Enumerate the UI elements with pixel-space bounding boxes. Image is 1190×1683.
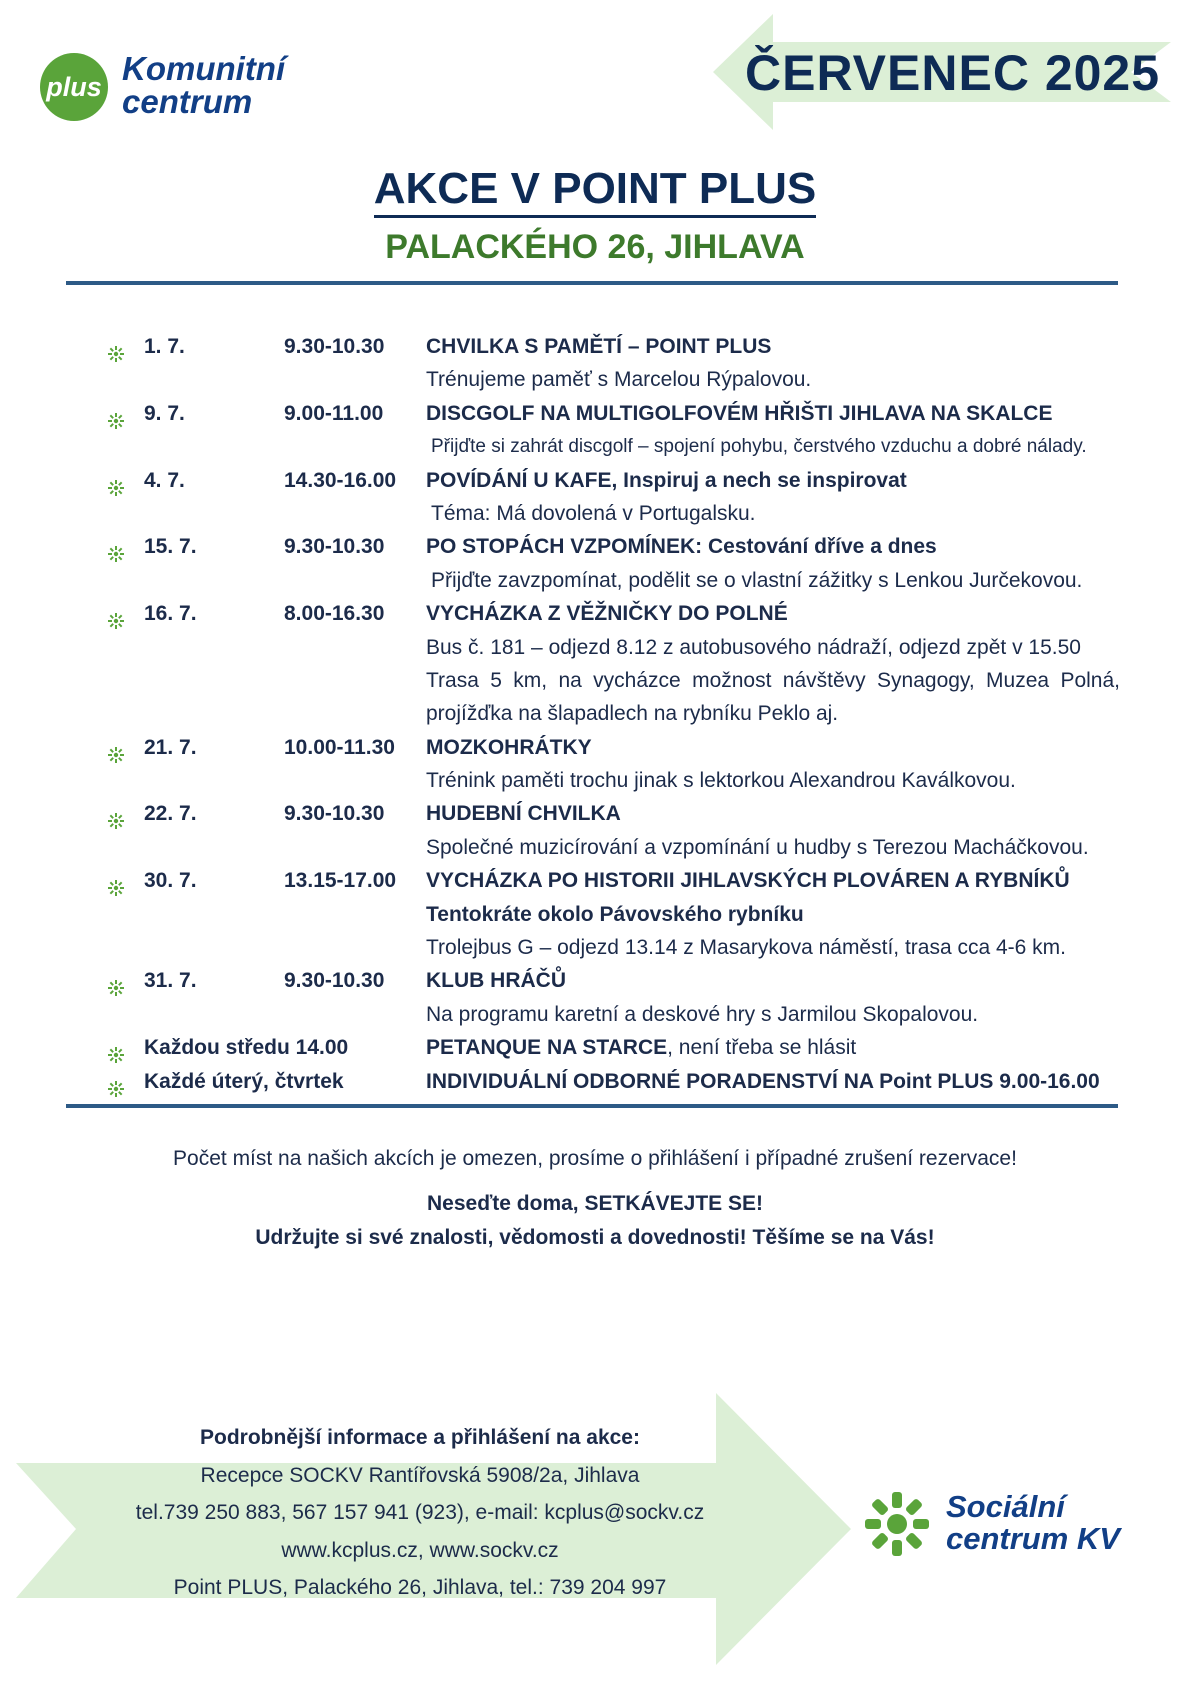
event-row bbox=[0, 597, 1190, 630]
event-date: 30. 7. bbox=[144, 869, 197, 893]
event-title: KLUB HRÁČŮ bbox=[426, 969, 566, 993]
event-description: Přijďte si zahrát discgolf – spojení pohybu, čerstvého vzduchu a dobré nálady. bbox=[431, 436, 1087, 458]
event-title: VYCHÁZKA Z VĚŽNIČKY DO POLNÉ bbox=[426, 602, 788, 626]
event-time: 9.30-10.30 bbox=[284, 335, 385, 358]
logo2-line2: centrum KV bbox=[946, 1521, 1120, 1556]
event-description: Společné muzicírování a vzpomínání u hudby s Terezou Macháčkovou. bbox=[426, 835, 1089, 859]
bullet-icon bbox=[108, 1040, 124, 1056]
event-date: 16. 7. bbox=[144, 602, 197, 626]
logo-line1: Komunitní bbox=[122, 50, 286, 87]
event-desc-row bbox=[0, 430, 1190, 463]
bullet-icon bbox=[108, 806, 124, 822]
event-date: 9. 7. bbox=[144, 401, 185, 425]
event-description: Přijďte zavzpomínat, podělit se o vlastní zážitky s Lenkou Jurčekovou. bbox=[431, 568, 1083, 592]
regular-title-text: PETANQUE NA STARCE bbox=[426, 1036, 668, 1060]
event-time: 8.00-16.30 bbox=[284, 602, 385, 626]
logo2-line1: Sociální bbox=[946, 1489, 1065, 1524]
event-description: Trénink paměti trochu jinak s lektorkou Alexandrou Kaválkovou. bbox=[426, 769, 1016, 793]
month-label: ČERVENEC 2025 bbox=[745, 45, 1161, 101]
bullet-icon bbox=[108, 406, 124, 422]
event-row bbox=[0, 330, 1190, 363]
event-row bbox=[0, 530, 1190, 563]
event-row bbox=[0, 964, 1190, 997]
contact-heading: Podrobnější informace a přihlášení na akce: bbox=[200, 1426, 640, 1449]
bullet-icon bbox=[108, 339, 124, 355]
event-title: HUDEBNÍ CHVILKA bbox=[426, 802, 621, 826]
bullet-icon bbox=[108, 973, 124, 989]
event-time: 9.30-10.30 bbox=[284, 802, 385, 826]
event-description: Na programu karetní a deskové hry s Jarmilou Skopalovou. bbox=[426, 1002, 979, 1026]
capacity-note: Počet míst na našich akcích je omezen, prosíme o přihlášení i případné zrušení rezervace! bbox=[173, 1147, 1017, 1170]
socialni-centrum-logo-text bbox=[946, 1491, 1120, 1555]
bullet-icon bbox=[108, 473, 124, 489]
contact-block bbox=[100, 1419, 740, 1607]
socialni-centrum-logo-icon bbox=[863, 1490, 931, 1558]
event-desc-row bbox=[0, 831, 1190, 864]
event-description: Bus č. 181 – odjezd 8.12 z autobusového nádraží, odjezd zpět v 15.50 bbox=[426, 635, 1081, 659]
event-date: 4. 7. bbox=[144, 468, 185, 492]
event-row bbox=[0, 397, 1190, 430]
event-title: POVÍDÁNÍ U KAFE, Inspiruj a nech se inspirovat bbox=[426, 468, 907, 492]
event-time: 9.00-11.00 bbox=[284, 401, 384, 425]
motto-line1: Neseďte doma, SETKÁVEJTE SE! bbox=[426, 1192, 764, 1215]
top-divider bbox=[66, 281, 1118, 285]
regular-when: Každou středu 14.00 bbox=[144, 1036, 349, 1060]
event-description: projížďka na šlapadlech na rybníku Peklo aj. bbox=[426, 702, 839, 726]
regular-event-row bbox=[0, 1065, 1190, 1098]
event-title: VYCHÁZKA PO HISTORII JIHLAVSKÝCH PLOVÁREN A RYBNÍKŮ bbox=[426, 869, 1070, 893]
event-subtitle: Tentokráte okolo Pávovského rybníku bbox=[426, 902, 804, 926]
logo-line2: centrum bbox=[122, 83, 253, 120]
event-date: 1. 7. bbox=[144, 335, 185, 358]
page-title: AKCE V POINT PLUS bbox=[0, 164, 1190, 214]
bullet-icon bbox=[108, 740, 124, 756]
contact-phones[interactable]: tel.739 250 883, 567 157 941 (923), e-mail: kcplus@sockv.cz bbox=[135, 1501, 705, 1524]
event-date: 22. 7. bbox=[144, 802, 197, 826]
event-desc-row bbox=[0, 764, 1190, 797]
bullet-icon bbox=[108, 606, 124, 622]
event-date: 15. 7. bbox=[144, 535, 197, 559]
event-row bbox=[0, 864, 1190, 897]
bullet-icon bbox=[108, 1074, 124, 1090]
event-title: CHVILKA S PAMĚTÍ – POINT PLUS bbox=[426, 335, 772, 358]
page-subtitle: PALACKÉHO 26, JIHLAVA bbox=[385, 228, 805, 266]
bullet-icon bbox=[108, 873, 124, 889]
contact-point: Point PLUS, Palackého 26, Jihlava, tel.: 739 204 997 bbox=[173, 1576, 667, 1599]
event-description: Trasa 5 km, na vycházce možnost návštěvy Synagogy, Muzea Polná, bbox=[426, 668, 1120, 692]
komunitni-centrum-logo-text bbox=[122, 52, 285, 118]
event-list bbox=[0, 330, 1190, 1098]
event-title: DISCGOLF NA MULTIGOLFOVÉM HŘIŠTI JIHLAVA NA SKALCE bbox=[426, 401, 1053, 425]
event-desc-row bbox=[0, 564, 1190, 597]
event-desc-row bbox=[0, 363, 1190, 396]
contact-reception: Recepce SOCKV Rantířovská 5908/2a, Jihlava bbox=[200, 1463, 640, 1487]
event-desc-row bbox=[0, 664, 1190, 697]
regular-suffix: , není třeba se hlásit bbox=[667, 1036, 857, 1060]
event-time: 14.30-16.00 bbox=[284, 468, 397, 492]
event-desc-row bbox=[0, 497, 1190, 530]
bottom-divider bbox=[66, 1104, 1118, 1108]
event-row bbox=[0, 731, 1190, 764]
event-date: 31. 7. bbox=[144, 969, 197, 993]
event-description: Trolejbus G – odjezd 13.14 z Masarykova náměstí, trasa cca 4-6 km. bbox=[426, 936, 1066, 960]
event-description: Trénujeme paměť s Marcelou Rýpalovou. bbox=[426, 368, 812, 392]
regular-title bbox=[426, 1065, 1100, 1098]
regular-event-row bbox=[0, 1031, 1190, 1064]
bullet-icon bbox=[108, 539, 124, 555]
event-title: MOZKOHRÁTKY bbox=[426, 735, 592, 759]
event-desc-row bbox=[0, 931, 1190, 964]
regular-title bbox=[426, 1031, 856, 1064]
event-time: 13.15-17.00 bbox=[284, 869, 397, 893]
regular-when: Každé úterý, čtvrtek bbox=[144, 1069, 344, 1093]
event-row bbox=[0, 464, 1190, 497]
komunitni-centrum-logo-badge: plus bbox=[40, 53, 108, 121]
event-desc-row bbox=[0, 998, 1190, 1031]
contact-web[interactable]: www.kcplus.cz, www.sockv.cz bbox=[281, 1538, 559, 1562]
event-date: 21. 7. bbox=[144, 735, 197, 759]
regular-title-text: INDIVIDUÁLNÍ ODBORNÉ PORADENSTVÍ NA Point PLUS 9.00-16.00 bbox=[426, 1069, 1100, 1093]
event-time: 10.00-11.30 bbox=[284, 735, 395, 759]
event-desc-row bbox=[0, 697, 1190, 730]
event-time: 9.30-10.30 bbox=[284, 535, 385, 559]
event-subtitle-row bbox=[0, 898, 1190, 931]
event-title: PO STOPÁCH VZPOMÍNEK: Cestování dříve a dnes bbox=[426, 535, 937, 559]
event-description: Téma: Má dovolená v Portugalsku. bbox=[431, 501, 756, 525]
event-row bbox=[0, 797, 1190, 830]
event-time: 9.30-10.30 bbox=[284, 969, 385, 993]
event-desc-row bbox=[0, 631, 1190, 664]
motto-line2: Udržujte si své znalosti, vědomosti a dovednosti! Těšíme se na Vás! bbox=[255, 1226, 935, 1249]
